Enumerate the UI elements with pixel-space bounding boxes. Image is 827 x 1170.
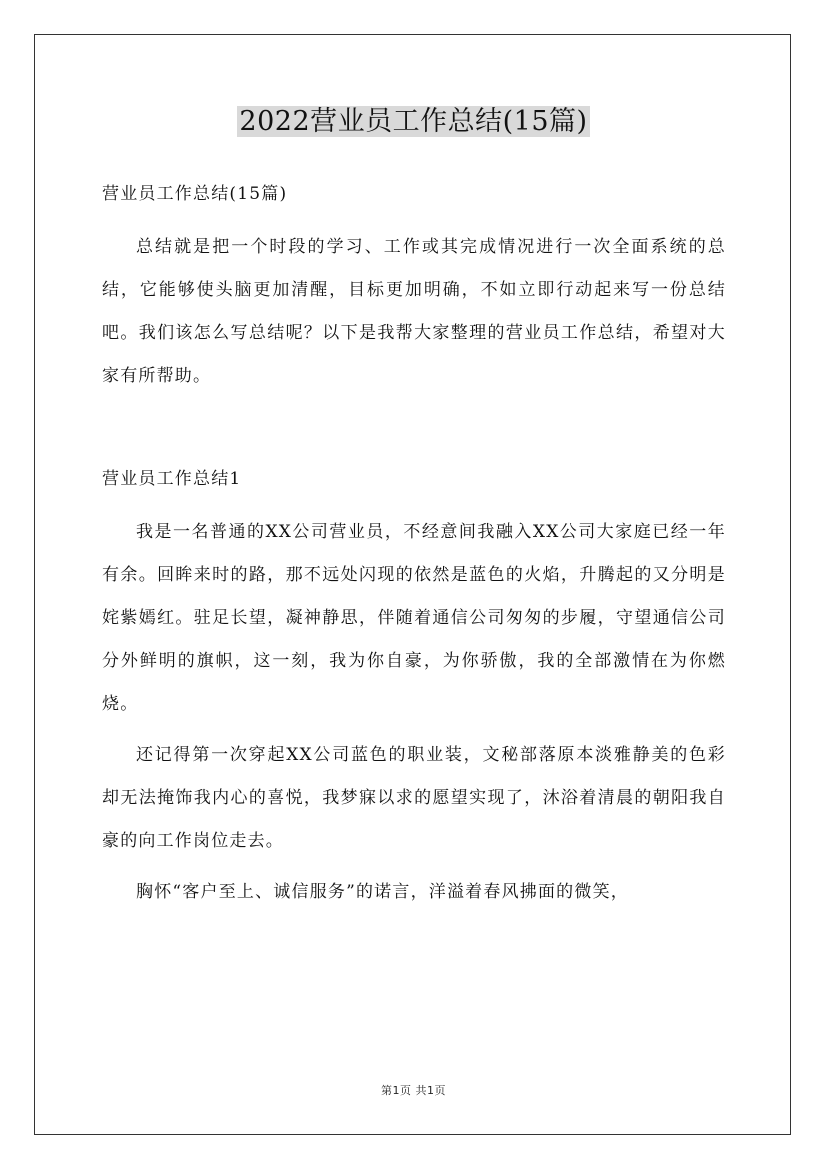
body-paragraph: 还记得第一次穿起XX公司蓝色的职业装，文秘部落原本淡雅静美的色彩却无法掩饰我内心的喜悦，我梦寐以求的愿望实现了，沐浴着清晨的朝阳我自豪的向工作岗位走去。 [102, 745, 726, 851]
page-footer: 第1页 共1页 [381, 1084, 446, 1097]
section-heading: 营业员工作总结1 [102, 469, 242, 489]
document-title [0, 103, 827, 141]
document-title-text: 2022营业员工作总结(15篇) [239, 106, 588, 137]
body-paragraph: 我是一名普通的XX公司营业员，不经意间我融入XX公司大家庭已经一年有余。回眸来时的路，那不远处闪现的依然是蓝色的火焰，升腾起的又分明是姹紫嫣红。驻足长望，凝神静思，伴随着通信公司匆匆的步履，守望通信公司分外鲜明的旗帜，这一刻，我为你自豪，为你骄傲，我的全部激情在为你燃烧。 [102, 522, 726, 714]
body-paragraph: 胸怀“客户至上、诚信服务”的诺言，洋溢着春风拂面的微笑， [136, 882, 629, 902]
intro-paragraph: 总结就是把一个时段的学习、工作或其完成情况进行一次全面系统的总结，它能够使头脑更加清醒，目标更加明确，不如立即行动起来写一份总结吧。我们该怎么写总结呢？以下是我帮大家整理的营业员工作总结，希望对大家有所帮助。 [102, 237, 726, 386]
document-body [102, 174, 726, 914]
document-subtitle: 营业员工作总结(15篇) [102, 184, 288, 204]
